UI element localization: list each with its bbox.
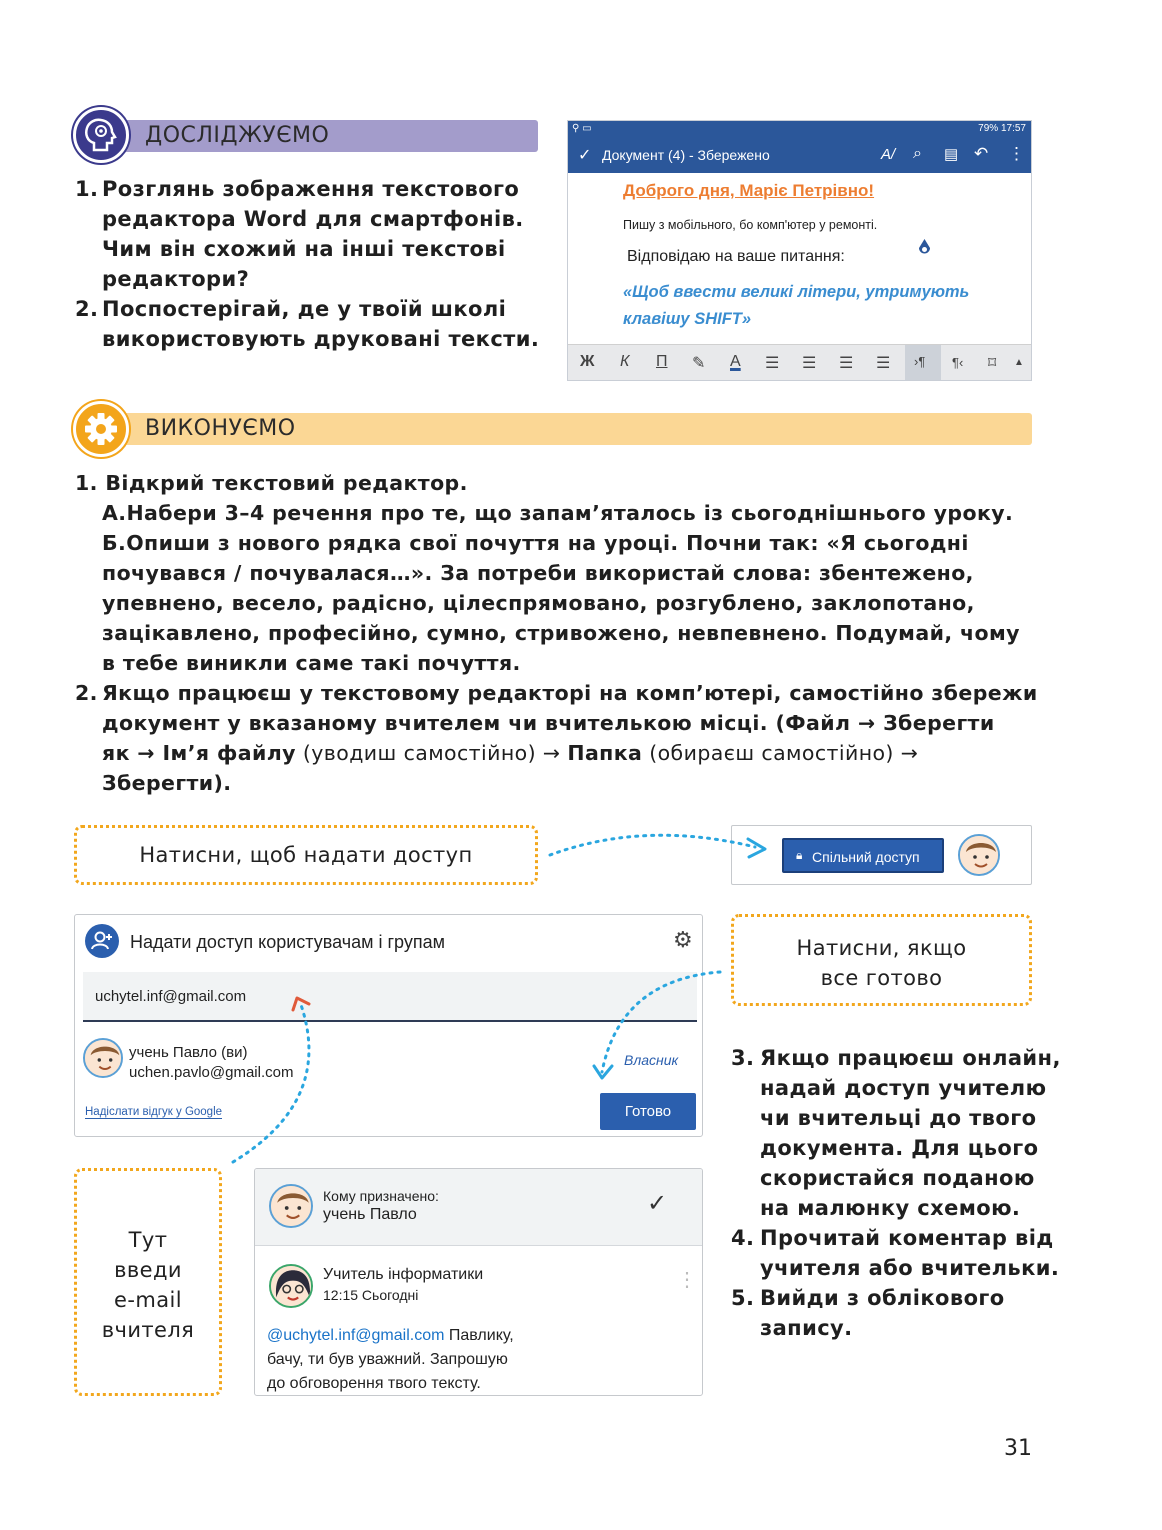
font-color-button[interactable]: А (730, 353, 741, 370)
arrow-to-email-field (225, 990, 335, 1170)
explore-task-1 (75, 174, 539, 354)
subtask-line: в тебе виникли саме такі почуття. (102, 651, 521, 675)
user-email: uchen.pavlo@gmail.com (129, 1064, 294, 1081)
indent-decrease-icon[interactable]: ☰ (876, 355, 891, 372)
share-hint-callout (74, 825, 538, 885)
share-bar (731, 825, 1032, 885)
task-number: 4. (731, 1226, 755, 1250)
task-line: Якщо працюєш онлайн, (760, 1046, 1061, 1070)
notification-icon: ⚲ ▭ (572, 123, 592, 134)
comment-author: Учитель інформатики (323, 1266, 484, 1283)
done-hint-line: Натисни, якщо (796, 936, 967, 960)
share-button-label: Спільний доступ (812, 849, 920, 865)
gear-icon (73, 401, 129, 457)
settings-gear-icon[interactable]: ⚙ (673, 927, 693, 952)
comment-body (267, 1324, 514, 1396)
more-menu-icon[interactable]: ⋮ (1008, 144, 1025, 163)
comment-card (254, 1168, 703, 1396)
doc-quote-line: клавішу SHIFT» (623, 310, 752, 328)
right-tasks (731, 1043, 1061, 1343)
task-line: редактори? (102, 267, 250, 291)
email-hint-line: введи (114, 1258, 182, 1282)
task-line: Поспостерігай, де у твоїй школі (102, 297, 507, 321)
arrow-to-share-button (545, 825, 775, 865)
word-app-bar (568, 139, 1031, 173)
word-mobile-screenshot (567, 120, 1032, 381)
do-tasks (75, 468, 1038, 798)
undo-icon[interactable]: ↶ (974, 144, 989, 163)
teacher-avatar (269, 1264, 313, 1308)
status-battery-time: 79% 17:57 (978, 123, 1026, 134)
task-line: запису. (760, 1316, 853, 1340)
font-format-icon[interactable]: A/ (881, 146, 896, 163)
search-icon[interactable]: ⌕ (913, 145, 922, 162)
doc-line-1: Пишу з мобільного, бо комп'ютер у ремонті. (623, 218, 878, 232)
task-line: редактора Word для смартфонів. (102, 207, 524, 231)
task-number: 1 (75, 471, 90, 495)
doc-line-2: Відповідаю на ваше питання: (627, 248, 845, 265)
task-line: Розглянь зображення текстового (102, 177, 520, 201)
task-line: скористайся поданою (760, 1166, 1035, 1190)
doc-greeting: Доброго дня, Маріє Петрівно! (623, 181, 875, 200)
doc-quote-line: «Щоб ввести великі літери, утримують (623, 283, 970, 301)
email-hint-line: Тут (128, 1228, 168, 1252)
expand-toolbar-icon[interactable]: ▲ (1014, 357, 1024, 368)
tag-icon[interactable]: ⌑ (988, 355, 997, 372)
indent-increase-icon[interactable]: ☰ (839, 355, 854, 372)
menu-path: Папка (567, 741, 643, 765)
lock-icon: 🔒︎ (796, 848, 803, 862)
numbered-list-icon[interactable]: ☰ (802, 355, 817, 372)
comment-time: 12:15 Сьогодні (323, 1287, 419, 1303)
task-line: документа. Для цього (760, 1136, 1039, 1160)
role-label: Власник (624, 1052, 679, 1068)
done-button[interactable] (600, 1093, 696, 1130)
email-hint-line: вчителя (101, 1318, 195, 1342)
email-hint-callout (74, 1168, 222, 1396)
status-bar (568, 121, 1031, 139)
task-number: 5. (731, 1286, 755, 1310)
arrow-to-done-button (590, 960, 730, 1085)
doc-quote (623, 279, 969, 333)
done-hint-callout (731, 914, 1032, 1006)
email-input-value: uchytel.inf@gmail.com (95, 988, 247, 1005)
task-line: чи вчительці до твого (760, 1106, 1037, 1130)
task-line: на малюнку схемою. (760, 1196, 1021, 1220)
subtask-line: упевнено, весело, радісно, цілеспрямовано, розгублено, заклопотано, (102, 591, 975, 615)
do-title: ВИКОНУЄМО (145, 416, 296, 441)
assignee-avatar (269, 1184, 313, 1228)
task-line: документ у вказаному вчителем чи вчителькою місці. ( (102, 711, 786, 735)
task-line: ). (213, 771, 232, 795)
read-mode-icon[interactable]: ▤ (944, 146, 959, 163)
comment-mention[interactable]: @uchytel.inf@gmail.com (267, 1327, 445, 1344)
highlight-icon[interactable]: ✎ (692, 355, 706, 372)
ltr-paragraph-icon[interactable]: ›¶ (905, 345, 941, 380)
subtask-line: почувався / почувалася…». За потреби використай слова: збентежено, (102, 561, 974, 585)
task-line: учителя або вчительки. (760, 1256, 1060, 1280)
assigned-label: Кому призначено: (323, 1188, 439, 1204)
task-line: Якщо працюєш у текстовому редакторі на комп’ютері, самостійно збережи (102, 681, 1038, 705)
subtask-text: Набери 3–4 речення про те, що запам’яталось із сьогоднішнього уроку. (126, 501, 1014, 525)
task-number: 1. (75, 177, 99, 201)
feedback-link[interactable]: Надіслати відгук у Google (85, 1106, 223, 1118)
user-avatar[interactable] (958, 834, 1000, 876)
task-line: (уводиш самостійно) → (295, 741, 568, 765)
menu-path: Зберегти (102, 771, 214, 795)
subtask-label: Б. (102, 531, 127, 555)
resolve-check-icon[interactable]: ✓ (647, 1190, 668, 1217)
subtask-line: зацікавлено, професійно, сумно, стривожено, невпевнено. Подумай, чому (102, 621, 1020, 645)
subtask-label: А. (102, 501, 127, 525)
bullet-list-icon[interactable]: ☰ (765, 355, 780, 372)
task-line: Прочитай коментар від (760, 1226, 1054, 1250)
explore-title: ДОСЛІДЖУЄМО (145, 123, 330, 148)
add-person-icon (85, 924, 119, 958)
page-number: 31 (1004, 1436, 1032, 1461)
done-button-label: Готово (624, 1103, 672, 1120)
underline-button[interactable]: П (656, 353, 668, 370)
checkmark-icon[interactable]: ✓ (578, 147, 592, 164)
comment-text: до обговорення твого тексту. (267, 1375, 481, 1392)
task-number: 2. (75, 681, 98, 705)
comment-text: бачу, ти був уважний. Запрошую (267, 1351, 508, 1368)
email-hint-line: e-mail (114, 1288, 182, 1312)
comment-text: Павлику, (444, 1327, 514, 1344)
share-button[interactable] (782, 838, 944, 873)
task-number: 2. (75, 297, 99, 321)
document-title: Документ (4) - Збережено (602, 147, 770, 163)
share-hint-text: Натисни, щоб надати доступ (139, 843, 473, 867)
assigned-name: учень Павло (323, 1206, 417, 1223)
menu-path: як → Ім’я файлу (102, 741, 296, 765)
menu-path: Файл → Зберегти (785, 711, 995, 735)
done-hint-line: все готово (820, 966, 943, 990)
task-number: 3. (731, 1046, 755, 1070)
rtl-paragraph-icon[interactable]: ¶‹ (952, 355, 964, 370)
task-line: Вийди з облікового (760, 1286, 1005, 1310)
task-line: Чим він схожий на інші текстові (102, 237, 506, 261)
task-line: (обираєш самостійно) → (642, 741, 919, 765)
formatting-toolbar (568, 344, 1031, 380)
user-name: учень Павло (ви) (129, 1044, 248, 1061)
task-heading: . Відкрий текстовий редактор. (89, 471, 468, 495)
user-avatar (83, 1038, 123, 1078)
task-line: використовують друковані тексти. (102, 327, 540, 351)
text-cursor-handle[interactable] (918, 239, 931, 256)
comment-more-icon[interactable]: ⋮ (677, 1269, 697, 1291)
head-gear-icon (73, 107, 129, 163)
dialog-title: Надати доступ користувачам і групам (130, 932, 445, 952)
italic-button[interactable]: К (620, 353, 630, 370)
task-line: надай доступ учителю (760, 1076, 1047, 1100)
bold-button[interactable]: Ж (580, 353, 595, 370)
subtask-text: Опиши з нового рядка свої почуття на уроці. Почни так: «Я сьогодні (126, 531, 969, 555)
